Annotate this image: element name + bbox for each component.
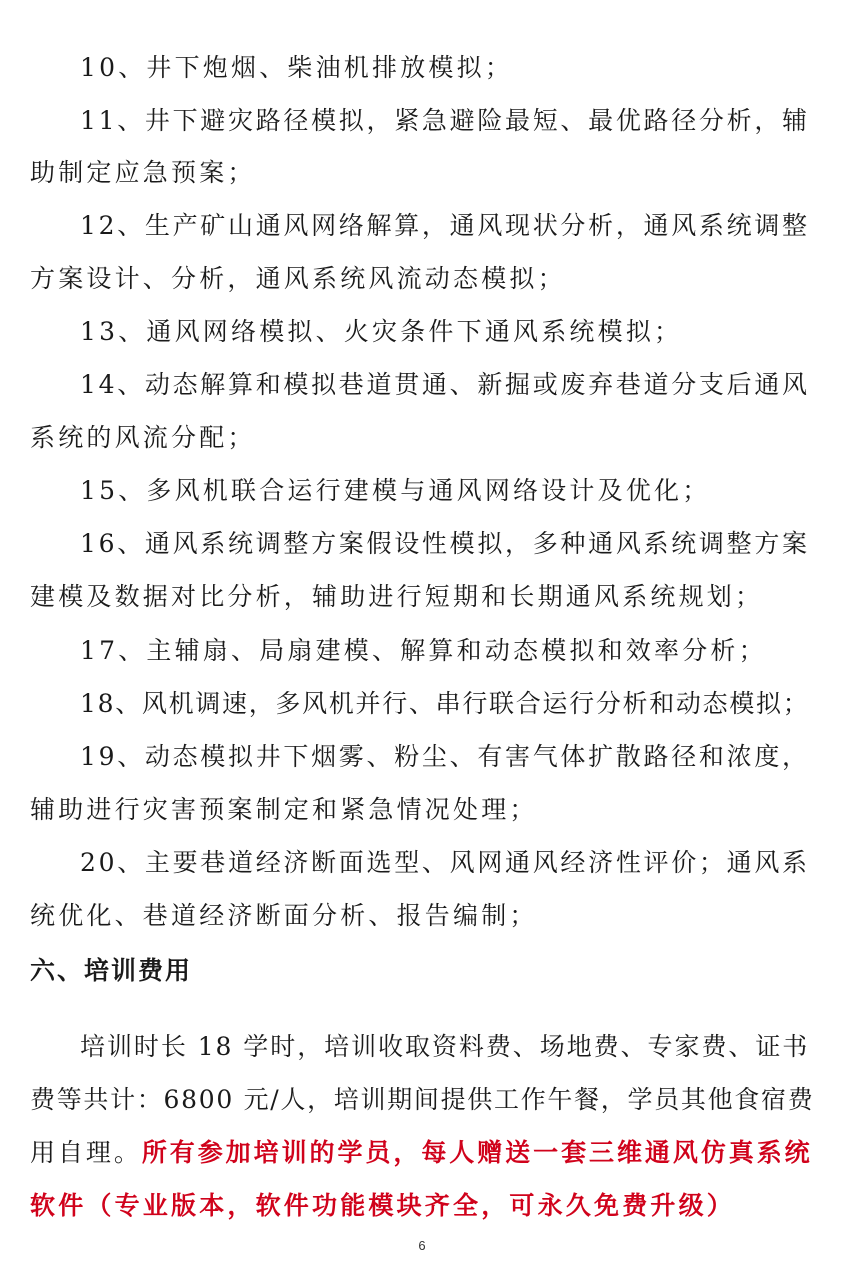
item-16-line-2: 建模及数据对比分析，辅助进行短期和长期通风系统规划；	[30, 582, 764, 611]
section-heading: 六、培训费用	[30, 956, 193, 985]
item-18-line-1: 18、风机调速，多风机并行、串行联合运行分析和动态模拟；	[80, 689, 810, 718]
item-17-line-1: 17、主辅扇、局扇建模、解算和动态模拟和效率分析；	[80, 636, 767, 665]
item-16-line-1: 16、通风系统调整方案假设性模拟，多种通风系统调整方案	[80, 529, 810, 558]
gift-notice-text: 所有参加培训的学员，每人赠送一套三维通风仿真系统	[141, 1138, 813, 1167]
item-14-line-1: 14、动态解算和模拟巷道贯通、新掘或废弃巷道分支后通风	[80, 370, 810, 399]
item-20-line-2: 统优化、巷道经济断面分析、报告编制；	[30, 901, 538, 930]
gift-notice-line-2: 软件（专业版本，软件功能模块齐全，可永久免费升级）	[30, 1191, 736, 1220]
fee-paragraph-line-3	[30, 1138, 814, 1168]
item-15-line-1: 15、多风机联合运行建模与通风网络设计及优化；	[80, 476, 711, 505]
item-12-line-1: 12、生产矿山通风网络解算，通风现状分析，通风系统调整	[80, 211, 810, 240]
item-13-line-1: 13、通风网络模拟、火灾条件下通风系统模拟；	[80, 317, 683, 346]
item-14-line-2: 系统的风流分配；	[30, 423, 256, 452]
fee-paragraph-line-2: 费等共计：6800 元/人，培训期间提供工作午餐，学员其他食宿费	[30, 1085, 815, 1114]
item-19-line-2: 辅助进行灾害预案制定和紧急情况处理；	[30, 795, 538, 824]
item-11-line-1: 11、井下避灾路径模拟，紧急避险最短、最优路径分析，辅	[80, 106, 810, 135]
fee-paragraph-line-1: 培训时长 18 学时，培训收取资料费、场地费、专家费、证书	[80, 1032, 810, 1061]
item-19-line-1: 19、动态模拟井下烟雾、粉尘、有害气体扩散路径和浓度，	[80, 742, 810, 771]
page-number: 6	[418, 1238, 426, 1253]
item-20-line-1: 20、主要巷道经济断面选型、风网通风经济性评价；通风系	[80, 848, 810, 877]
item-11-line-2: 助制定应急预案；	[30, 158, 256, 187]
item-12-line-2: 方案设计、分析，通风系统风流动态模拟；	[30, 264, 566, 293]
item-10-line-1: 10、井下炮烟、柴油机排放模拟；	[80, 53, 514, 82]
fee-plain-text: 用自理。	[30, 1138, 142, 1167]
